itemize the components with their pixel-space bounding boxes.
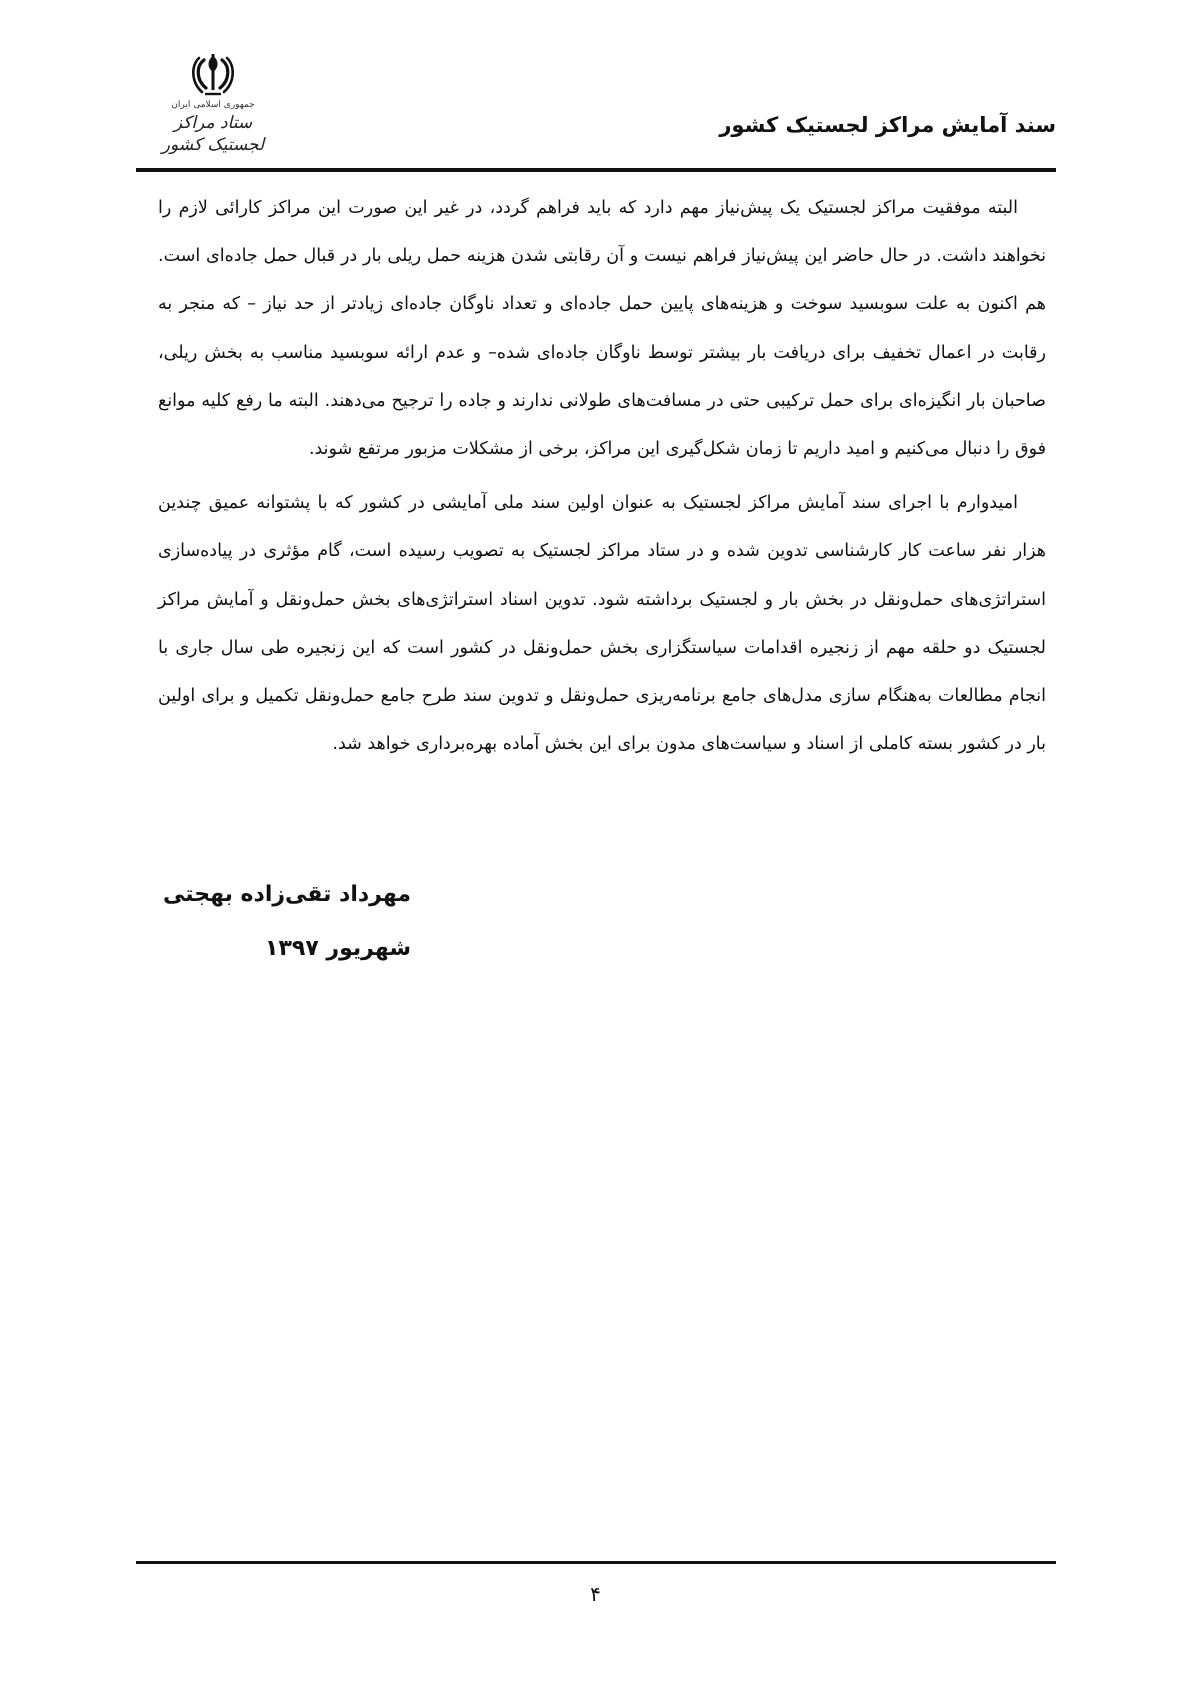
iran-emblem-icon — [190, 50, 236, 98]
footer-divider — [136, 1561, 1056, 1564]
header-divider — [136, 168, 1056, 172]
signatory-name: مهرداد تقی‌زاده بهجتی — [163, 882, 411, 907]
page-number: ۴ — [590, 1582, 601, 1606]
paragraph: امیدوارم با اجرای سند آمایش مراکز لجستیک به عنوان اولین سند ملی آمایشی در کشور که با پشتوانه عمیق چندین هزار نفر ساعت کار کارشناسی تدوین شده و در ستاد مراکز لجستیک به تصویب رسیده است، گام مؤثری در پیاده‌سازی استراتژی‌های حمل‌ونقل در بخش بار و لجستیک برداشته شود. تدوین اسناد استراتژی‌های بخش حمل‌ونقل و آمایش مراکز لجستیک دو حلقه مهم از زنجیره اقدامات سیاستگزاری بخش حمل‌ونقل در کشور است که این زنجیره طی سال جاری با انجام مطالعات به‌هنگام سازی مدل‌های جامع برنامه‌ریزی حمل‌ونقل و تدوین سند طرح جامع حمل‌ونقل تکمیل و برای اولین بار در کشور بسته کاملی از اسناد و سیاست‌های مدون برای این بخش آماده بهره‌برداری خواهد شد. — [158, 493, 1046, 755]
header-logo — [148, 50, 278, 155]
body-text — [158, 184, 1046, 774]
signature-date: شهریور ۱۳۹۷ — [265, 936, 411, 961]
signature-block — [163, 868, 411, 976]
logo-organization-text: ستاد مراکز لجستیک کشور — [161, 113, 265, 155]
paragraph: البته موفقیت مراکز لجستیک یک پیش‌نیاز مهم دارد که باید فراهم گردد، در غیر این صورت این مراکز کارائی لازم را نخواهند داشت. در حال حاضر این پیش‌نیاز فراهم نیست و آن رقابتی شدن هزینه حمل ریلی بار در قبال حمل جاده‌ای است. هم اکنون به علت سوبسید سوخت و هزینه‌های پایین حمل جاده‌ای و تعداد ناوگان جاده‌ای زیادتر از حد نیاز – که منجر به رقابت در اعمال تخفیف برای دریافت بار بیشتر توسط ناوگان جاده‌ای شده– و عدم ارائه سوبسید مناسب به بخش ریلی، صاحبان بار انگیزه‌ای برای حمل ترکیبی حتی در مسافت‌های طولانی ندارند و جاده را ترجیح می‌دهند. البته ما رفع کلیه موانع فوق را دنبال می‌کنیم و امید داریم تا زمان شکل‌گیری این مراکز، برخی از مشکلات مزبور مرتفع شوند. — [158, 198, 1046, 460]
logo-country-text: جمهوری اسلامی ایران — [171, 100, 255, 110]
document-title: سند آمایش مراکز لجستیک کشور — [719, 113, 1056, 137]
